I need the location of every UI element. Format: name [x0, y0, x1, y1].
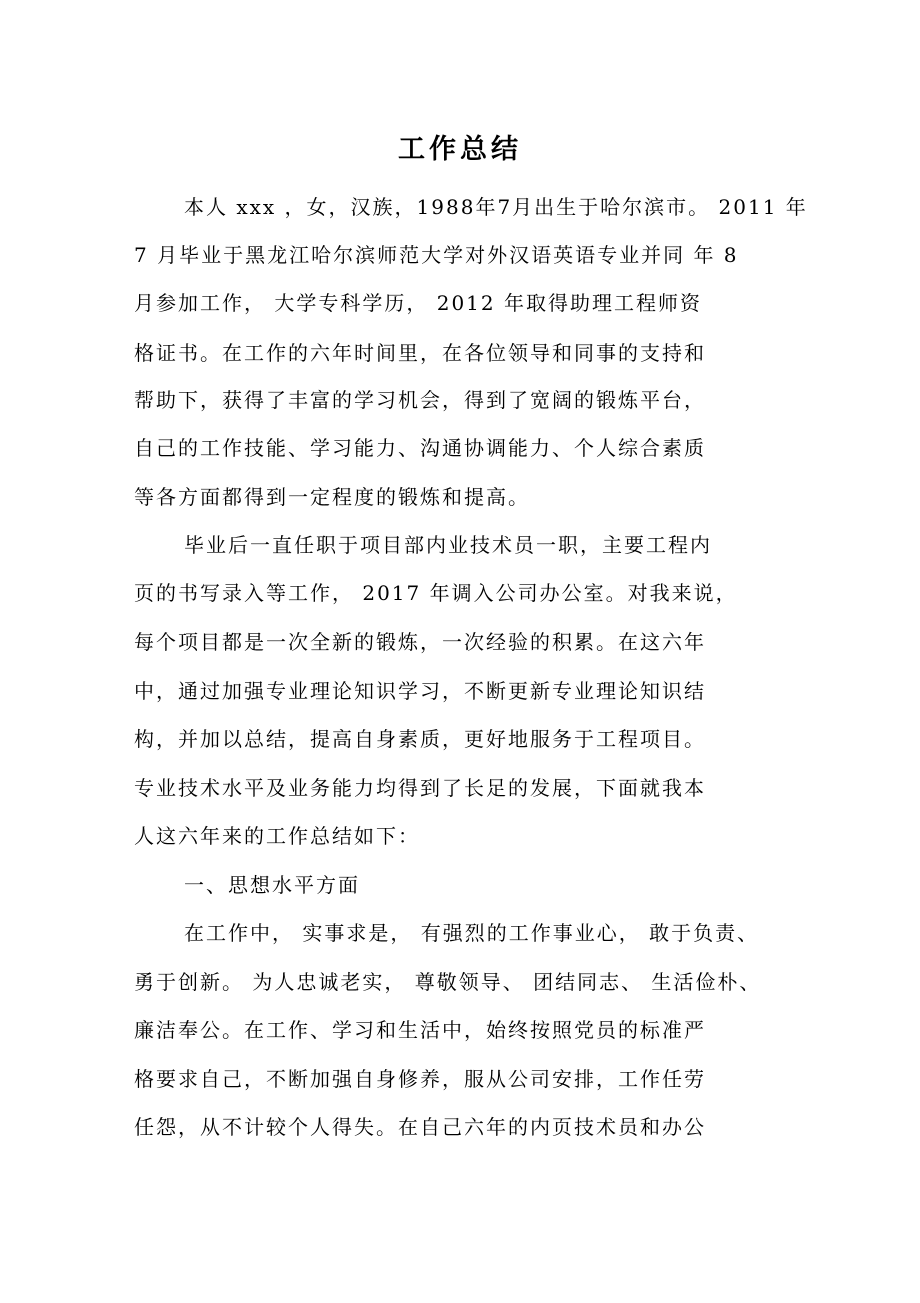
paragraph-line: 构，并加以总结，提高自身素质，更好地服务于工程项目。 — [134, 727, 706, 751]
paragraph-line: 人这六年来的工作总结如下： — [134, 824, 420, 848]
paragraph-line: 中，通过加强专业理论知识学习，不断更新专业理论知识结 — [134, 679, 706, 703]
paragraph-line: 月参加工作， 大学专科学历， 2012 年取得助理工程师资 — [134, 291, 702, 315]
paragraph-line: 本人 xxx ，女，汉族，1988年7月出生于哈尔滨市。 2011 年 — [184, 195, 808, 219]
paragraph-line: 任怨，从不计较个人得失。在自己六年的内页技术员和办公 — [134, 1115, 706, 1139]
paragraph-line: 在工作中， 实事求是， 有强烈的工作事业心， 敢于负责、 — [184, 921, 760, 945]
paragraph-line: 自己的工作技能、学习能力、沟通协调能力、个人综合素质 — [134, 436, 706, 460]
paragraph-line: 每个项目都是一次全新的锻炼，一次经验的积累。在这六年 — [134, 630, 706, 654]
document-title: 工作总结 — [398, 134, 522, 165]
paragraph-line: 格要求自己，不断加强自身修养，服从公司安排，工作任劳 — [134, 1067, 706, 1091]
paragraph-line: 7 月毕业于黑龙江哈尔滨师范大学对外汉语英语专业并同 年 8 — [134, 243, 739, 267]
paragraph-line: 廉洁奉公。在工作、学习和生活中，始终按照党员的标准严 — [134, 1018, 706, 1042]
paragraph-line: 毕业后一直任职于项目部内业技术员一职，主要工程内 — [184, 533, 712, 557]
paragraph-line: 格证书。在工作的六年时间里，在各位领导和同事的支持和 — [134, 341, 706, 365]
paragraph-line: 页的书写录入等工作， 2017 年调入公司办公室。对我来说， — [134, 581, 738, 605]
paragraph-line: 等各方面都得到一定程度的锻炼和提高。 — [134, 485, 530, 509]
paragraph-line: 帮助下，获得了丰富的学习机会，得到了宽阔的锻炼平台， — [134, 388, 706, 412]
section-heading: 一、思想水平方面 — [184, 873, 360, 897]
paragraph-line: 专业技术水平及业务能力均得到了长足的发展，下面就我本 — [134, 776, 706, 800]
paragraph-line: 勇于创新。 为人忠诚老实， 尊敬领导、 团结同志、 生活俭朴、 — [134, 970, 762, 994]
